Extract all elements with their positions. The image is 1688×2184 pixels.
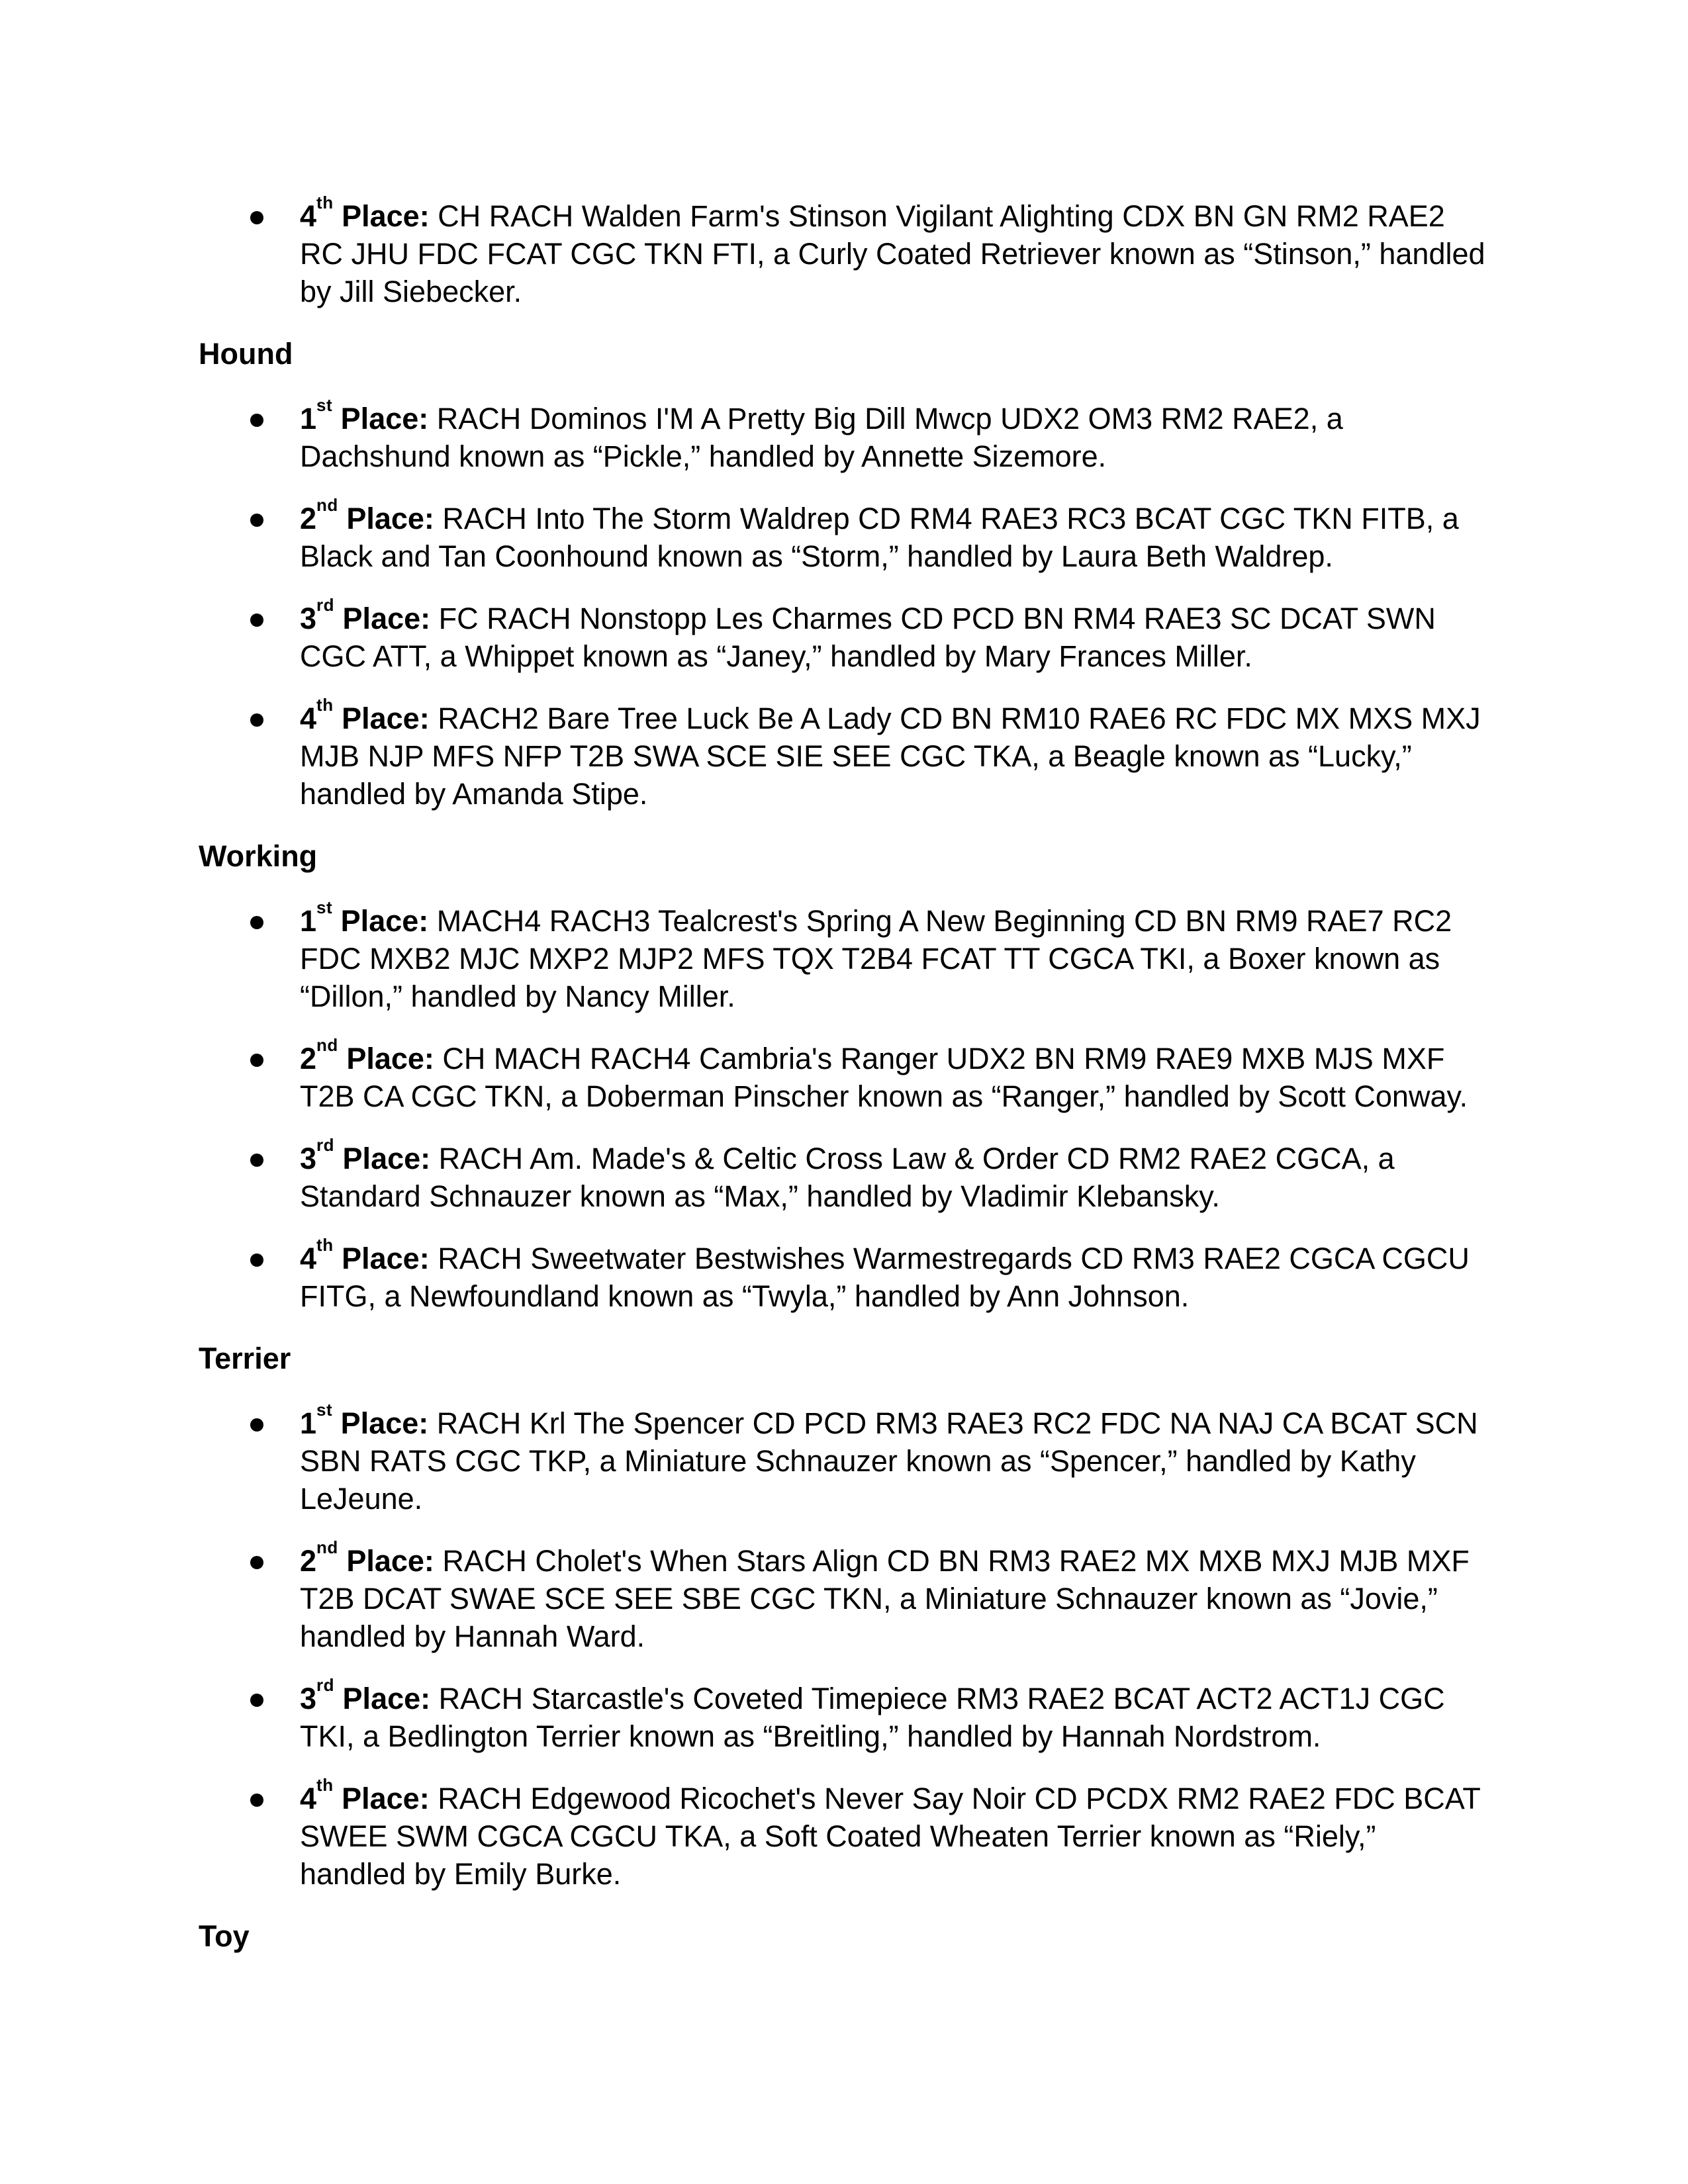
- place-rank: [300, 1775, 430, 1815]
- placement-text: CH MACH RACH4 Cambria's Ranger UDX2 BN RM9 RAE9 MXB MJS MXF T2B CA CGC TKN, a Doberman Pinscher known as “Ranger,” handled by Scott Conway.: [300, 1042, 1468, 1113]
- place-number: 3: [300, 602, 317, 635]
- place-ordinal-suffix: nd: [316, 495, 338, 516]
- placement-text: MACH4 RACH3 Tealcrest's Spring A New Beginning CD BN RM9 RAE7 RC2 FDC MXB2 MJC MXP2 MJP2 MFS TQX T2B4 FCAT TT CGCA TKI, a Boxer known as “Dillon,” handled by Nancy Miller.: [300, 904, 1452, 1013]
- place-ordinal-suffix: rd: [316, 595, 335, 615]
- place-number: 1: [300, 1406, 317, 1440]
- place-number: 2: [300, 502, 317, 535]
- place-label: Place:: [340, 1406, 429, 1440]
- place-ordinal-suffix: rd: [316, 1675, 335, 1696]
- place-label: Place:: [342, 1682, 431, 1715]
- place-number: 3: [300, 1682, 317, 1715]
- place-ordinal-suffix: nd: [316, 1537, 338, 1558]
- placement-item: [300, 193, 1489, 310]
- place-label: Place:: [342, 1782, 430, 1815]
- section-heading-terrier: Terrier: [199, 1342, 291, 1375]
- place-ordinal-suffix: rd: [316, 1135, 335, 1156]
- place-rank: [300, 897, 429, 938]
- placement-list-hound: [199, 395, 1489, 813]
- placement-item: [300, 1235, 1489, 1315]
- place-rank: [300, 1235, 430, 1275]
- placement-text: RACH Am. Made's & Celtic Cross Law & Order CD RM2 RAE2 CGCA, a Standard Schnauzer known as “Max,” handled by Vladimir Klebansky.: [300, 1142, 1395, 1213]
- place-ordinal-suffix: st: [316, 1400, 333, 1420]
- place-rank: [300, 1035, 434, 1075]
- placement-item: [300, 1135, 1489, 1215]
- placement-text: RACH Krl The Spencer CD PCD RM3 RAE3 RC2 FDC NA NAJ CA BCAT SCN SBN RATS CGC TKP, a Miniature Schnauzer known as “Spencer,” handled by Kathy LeJeune.: [300, 1406, 1478, 1516]
- place-number: 4: [300, 702, 317, 735]
- place-rank: [300, 495, 434, 535]
- place-ordinal-suffix: th: [316, 1235, 334, 1255]
- place-number: 4: [300, 199, 317, 233]
- place-ordinal-suffix: st: [316, 395, 333, 416]
- place-label: Place:: [340, 402, 429, 435]
- placement-item: [300, 897, 1489, 1015]
- place-ordinal-suffix: th: [316, 1775, 334, 1796]
- placement-text: RACH Sweetwater Bestwishes Warmestregards CD RM3 RAE2 CGCA CGCU FITG, a Newfoundland known as “Twyla,” handled by Ann Johnson.: [300, 1242, 1470, 1313]
- place-label: Place:: [342, 1242, 430, 1275]
- place-number: 2: [300, 1042, 317, 1075]
- place-rank: [300, 595, 431, 635]
- place-rank: [300, 1675, 431, 1715]
- place-label: Place:: [342, 199, 430, 233]
- place-label: Place:: [342, 602, 431, 635]
- section-heading-toy: Toy: [199, 1919, 250, 1953]
- place-number: 1: [300, 402, 317, 435]
- placement-item: [300, 1675, 1489, 1755]
- placement-text: RACH Cholet's When Stars Align CD BN RM3 RAE2 MX MXB MXJ MJB MXF T2B DCAT SWAE SCE SEE SBE CGC TKN, a Miniature Schnauzer known as “Jovie,” handled by Hannah Ward.: [300, 1544, 1470, 1653]
- placement-item: [300, 1775, 1489, 1893]
- placement-item: [300, 1400, 1489, 1518]
- placement-item: [300, 495, 1489, 575]
- place-rank: [300, 1400, 429, 1440]
- placement-text: FC RACH Nonstopp Les Charmes CD PCD BN RM4 RAE3 SC DCAT SWN CGC ATT, a Whippet known as “Janey,” handled by Mary Frances Miller.: [300, 602, 1436, 673]
- section-heading-working: Working: [199, 839, 318, 873]
- placement-text: CH RACH Walden Farm's Stinson Vigilant Alighting CDX BN GN RM2 RAE2 RC JHU FDC FCAT CGC TKN FTI, a Curly Coated Retriever known as “Stinson,” handled by Jill Siebecker.: [300, 199, 1485, 308]
- section-heading-hound: Hound: [199, 337, 293, 371]
- place-rank: [300, 395, 429, 435]
- place-label: Place:: [346, 1544, 434, 1578]
- placement-text: RACH Into The Storm Waldrep CD RM4 RAE3 RC3 BCAT CGC TKN FITB, a Black and Tan Coonhound known as “Storm,” handled by Laura Beth Waldrep.: [300, 502, 1459, 573]
- placement-text: RACH Edgewood Ricochet's Never Say Noir CD PCDX RM2 RAE2 FDC BCAT SWEE SWM CGCA CGCU TKA, a Soft Coated Wheaten Terrier known as “Riely,” handled by Emily Burke.: [300, 1782, 1481, 1891]
- placement-list-terrier: [199, 1400, 1489, 1893]
- place-rank: [300, 1537, 434, 1578]
- placement-list-working: [199, 897, 1489, 1315]
- placement-item: [300, 1035, 1489, 1115]
- placement-item: [300, 395, 1489, 475]
- place-rank: [300, 695, 430, 735]
- place-label: Place:: [346, 1042, 434, 1075]
- place-number: 4: [300, 1782, 317, 1815]
- place-label: Place:: [342, 1142, 431, 1175]
- place-number: 2: [300, 1544, 317, 1578]
- placement-item: [300, 695, 1489, 813]
- place-ordinal-suffix: th: [316, 695, 334, 715]
- placement-text: RACH2 Bare Tree Luck Be A Lady CD BN RM10 RAE6 RC FDC MX MXS MXJ MJB NJP MFS NFP T2B SWA SCE SIE SEE CGC TKA, a Beagle known as “Lucky,” handled by Amanda Stipe.: [300, 702, 1481, 811]
- placement-item: [300, 1537, 1489, 1655]
- placement-text: RACH Dominos I'M A Pretty Big Dill Mwcp UDX2 OM3 RM2 RAE2, a Dachshund known as “Pickle,” handled by Annette Sizemore.: [300, 402, 1343, 473]
- place-number: 3: [300, 1142, 317, 1175]
- placement-list-continued: [199, 193, 1489, 310]
- place-rank: [300, 1135, 431, 1175]
- place-label: Place:: [346, 502, 434, 535]
- place-label: Place:: [340, 904, 429, 938]
- place-ordinal-suffix: st: [316, 897, 333, 918]
- placement-item: [300, 595, 1489, 675]
- place-label: Place:: [342, 702, 430, 735]
- placement-text: RACH Starcastle's Coveted Timepiece RM3 RAE2 BCAT ACT2 ACT1J CGC TKI, a Bedlington Terrier known as “Breitling,” handled by Hannah Nordstrom.: [300, 1682, 1445, 1753]
- place-number: 1: [300, 904, 317, 938]
- place-rank: [300, 193, 430, 233]
- place-ordinal-suffix: th: [316, 193, 334, 213]
- place-number: 4: [300, 1242, 317, 1275]
- place-ordinal-suffix: nd: [316, 1035, 338, 1056]
